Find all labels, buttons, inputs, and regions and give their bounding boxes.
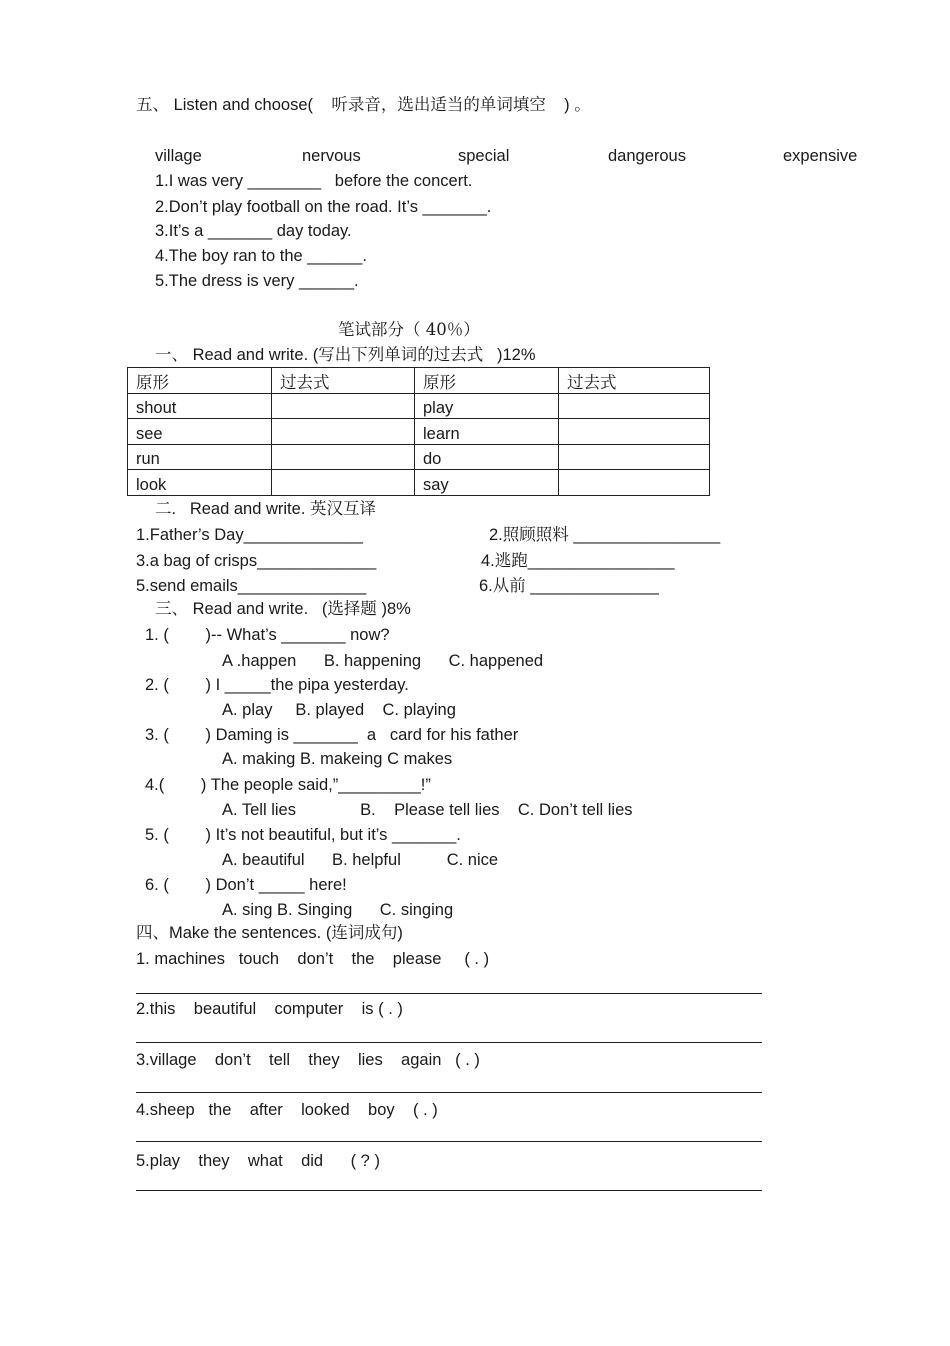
word-bank-item: special [458, 147, 510, 165]
choice-question-6: 6. ( ) Don’t _____ here! [145, 876, 347, 894]
listening-item-3: 3.It’s a _______ day today. [155, 222, 352, 240]
translation-item-5: 5.send emails______________ [136, 577, 367, 595]
answer-line [136, 1190, 762, 1191]
choice-options-3: A. making B. makeing C makes [222, 750, 453, 768]
translation-item-2: 2.照顾照料 ________________ [489, 526, 721, 544]
word-bank-item: expensive [783, 147, 858, 165]
answer-line [136, 1042, 762, 1043]
table-row [128, 393, 710, 419]
answer-cell[interactable] [272, 444, 415, 470]
choice-options-4: A. Tell lies B. Please tell lies C. Don’t tell lies [222, 801, 633, 819]
choice-options-2: A. play B. played C. playing [222, 701, 456, 719]
table-header-cell: 过去式 [272, 368, 415, 394]
table-cell: shout [128, 393, 272, 419]
past-tense-table [127, 367, 710, 496]
word-bank-item: nervous [302, 147, 361, 165]
table-cell: say [415, 470, 559, 496]
table-row [128, 444, 710, 470]
sentence-item-5: 5.play they what did ( ? ) [136, 1152, 380, 1170]
word-bank-item: village [155, 147, 202, 165]
table-row [128, 419, 710, 445]
table-cell: do [415, 444, 559, 470]
table-cell: play [415, 393, 559, 419]
choice-question-2: 2. ( ) I _____the pipa yesterday. [145, 676, 409, 694]
answer-line [136, 1141, 762, 1142]
sentence-item-3: 3.village don’t tell they lies again ( . ) [136, 1051, 480, 1069]
listening-heading: 五、 Listen and choose( 听录音，选出适当的单词填空 ) 。 [136, 96, 591, 114]
sentence-item-4: 4.sheep the after looked boy ( . ) [136, 1101, 438, 1119]
sentence-item-1: 1. machines touch don’t the please ( . ) [136, 950, 490, 968]
translation-item-6: 6.从前 ______________ [479, 577, 659, 595]
sentence-item-2: 2.this beautiful computer is ( . ) [136, 1000, 403, 1018]
listening-item-1: 1.I was very ________ before the concert. [155, 172, 473, 190]
listening-item-4: 4.The boy ran to the ______. [155, 247, 367, 265]
table-cell: learn [415, 419, 559, 445]
table-row [128, 470, 710, 496]
table-header-row [128, 368, 710, 394]
answer-cell[interactable] [559, 419, 710, 445]
choice-question-5: 5. ( ) It’s not beautiful, but it’s _______. [145, 826, 461, 844]
table-cell: look [128, 470, 272, 496]
table-cell: run [128, 444, 272, 470]
translation-item-3: 3.a bag of crisps_____________ [136, 552, 377, 570]
table-header-cell: 原形 [128, 368, 272, 394]
listening-item-2: 2.Don’t play football on the road. It’s _______. [155, 198, 492, 216]
listening-item-5: 5.The dress is very ______. [155, 272, 359, 290]
answer-line [136, 993, 762, 994]
section1-heading: 一、 Read and write. (写出下列单词的过去式 )12% [155, 346, 536, 364]
section4-heading: 四、Make the sentences. (连词成句) [136, 924, 403, 942]
answer-cell[interactable] [272, 470, 415, 496]
translation-item-1: 1.Father’s Day_____________ [136, 526, 363, 544]
table-header-cell: 原形 [415, 368, 559, 394]
answer-cell[interactable] [559, 393, 710, 419]
written-part-title: 笔试部分（ 40％） [338, 320, 480, 339]
choice-question-4: 4.( ) The people said,”_________!” [145, 776, 431, 794]
section3-heading: 三、 Read and write. (选择题 )8% [155, 600, 411, 618]
choice-options-6: A. sing B. Singing C. singing [222, 901, 454, 919]
section2-heading: 二. Read and write. 英汉互译 [155, 500, 376, 518]
word-bank-item: dangerous [608, 147, 686, 165]
answer-cell[interactable] [559, 444, 710, 470]
table-cell: see [128, 419, 272, 445]
answer-cell[interactable] [559, 470, 710, 496]
translation-item-4: 4.逃跑________________ [481, 552, 675, 570]
answer-cell[interactable] [272, 393, 415, 419]
choice-options-1: A .happen B. happening C. happened [222, 652, 544, 670]
choice-options-5: A. beautiful B. helpful C. nice [222, 851, 499, 869]
answer-line [136, 1092, 762, 1093]
choice-question-1: 1. ( )-- What’s _______ now? [145, 626, 390, 644]
table-header-cell: 过去式 [559, 368, 710, 394]
answer-cell[interactable] [272, 419, 415, 445]
choice-question-3: 3. ( ) Daming is _______ a card for his father [145, 726, 519, 744]
